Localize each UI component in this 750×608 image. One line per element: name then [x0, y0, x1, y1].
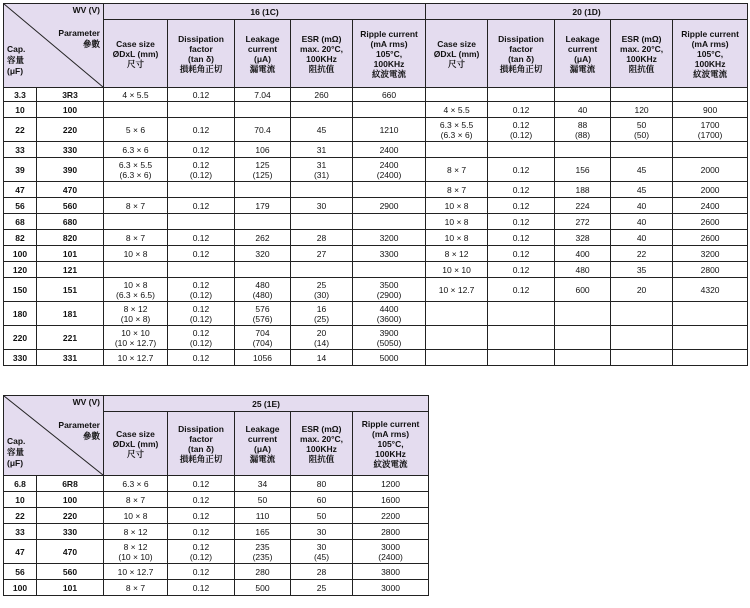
capacitance-cell: 220 — [4, 326, 37, 350]
table-cell: 0.12 — [488, 278, 555, 302]
capacitance-label: Cap. 容量 (μF) — [7, 44, 26, 76]
table-cell: 704 (704) — [235, 326, 291, 350]
table-cell — [353, 262, 426, 278]
table-cell — [611, 326, 673, 350]
table-cell: 179 — [235, 198, 291, 214]
table-cell: 3500 (2900) — [353, 278, 426, 302]
code-cell: 470 — [37, 540, 104, 564]
capacitance-cell: 33 — [4, 142, 37, 158]
table-cell: 30 — [291, 524, 353, 540]
table-cell — [673, 350, 748, 366]
table-cell: 4 × 5.5 — [104, 88, 168, 102]
capacitance-cell: 180 — [4, 302, 37, 326]
code-cell: 101 — [37, 580, 104, 596]
table-cell: 0.12 — [168, 524, 235, 540]
table-row — [4, 102, 748, 118]
col-case-size: Case size ØDxL (mm) 尺寸 — [104, 20, 168, 88]
table-cell — [235, 102, 291, 118]
table-cell — [673, 302, 748, 326]
table-cell — [611, 142, 673, 158]
code-cell: 220 — [37, 118, 104, 142]
capacitance-cell: 3.3 — [4, 88, 37, 102]
table-cell: 2400 (2400) — [353, 158, 426, 182]
table-cell: 1056 — [235, 350, 291, 366]
code-cell: 560 — [37, 564, 104, 580]
table-cell: 10 × 8 — [426, 198, 488, 214]
table-cell: 5000 — [353, 350, 426, 366]
table-row — [4, 302, 748, 326]
table-cell — [291, 102, 353, 118]
capacitance-cell: 47 — [4, 182, 37, 198]
code-cell: 181 — [37, 302, 104, 326]
table-cell — [235, 214, 291, 230]
table-cell — [168, 214, 235, 230]
code-cell: 151 — [37, 278, 104, 302]
table-cell: 40 — [611, 214, 673, 230]
table-row — [4, 350, 748, 366]
table-row — [4, 262, 748, 278]
table-cell — [353, 102, 426, 118]
table-cell — [168, 182, 235, 198]
capacitance-cell: 100 — [4, 580, 37, 596]
col-case-size: Case size ØDxL (mm) 尺寸 — [104, 412, 168, 476]
code-cell: 330 — [37, 524, 104, 540]
table-cell: 3000 (2400) — [353, 540, 429, 564]
table-cell: 10 × 8 — [426, 214, 488, 230]
table-row — [4, 198, 748, 214]
table-cell: 40 — [555, 102, 611, 118]
table-cell: 8 × 7 — [104, 492, 168, 508]
table-cell: 8 × 7 — [426, 182, 488, 198]
table-cell: 88 (88) — [555, 118, 611, 142]
table-cell: 0.12 — [488, 158, 555, 182]
code-cell: 560 — [37, 198, 104, 214]
table-cell: 120 — [611, 102, 673, 118]
table-cell: 40 — [611, 198, 673, 214]
table-cell: 2800 — [353, 524, 429, 540]
col-leakage-current: Leakage current (μA) 漏電流 — [555, 20, 611, 88]
table-cell: 0.12 — [488, 214, 555, 230]
spec-table-16v-20v — [3, 3, 748, 366]
table-cell: 34 — [235, 476, 291, 492]
table-cell: 110 — [235, 508, 291, 524]
table-cell — [673, 142, 748, 158]
table-cell: 31 (31) — [291, 158, 353, 182]
capacitance-cell: 10 — [4, 102, 37, 118]
table-cell: 6.3 × 5.5 (6.3 × 6) — [426, 118, 488, 142]
table-row — [4, 564, 429, 580]
table-cell: 3300 — [353, 246, 426, 262]
table-cell: 1210 — [353, 118, 426, 142]
table-cell: 165 — [235, 524, 291, 540]
code-cell: 100 — [37, 102, 104, 118]
code-cell: 100 — [37, 492, 104, 508]
table-row — [4, 508, 429, 524]
table-cell: 8 × 12 (10 × 8) — [104, 302, 168, 326]
table-cell — [488, 326, 555, 350]
code-cell: 121 — [37, 262, 104, 278]
table-cell — [353, 182, 426, 198]
table-row — [4, 524, 429, 540]
table-cell: 0.12 (0.12) — [168, 326, 235, 350]
table-cell: 0.12 (0.12) — [488, 118, 555, 142]
table-cell: 0.12 (0.12) — [168, 540, 235, 564]
table-cell: 0.12 — [488, 246, 555, 262]
table-cell: 10 × 12.7 — [426, 278, 488, 302]
table-row — [4, 88, 748, 102]
table-cell: 16 (25) — [291, 302, 353, 326]
table-cell — [673, 88, 748, 102]
table-cell: 2800 — [673, 262, 748, 278]
table-cell: 0.12 — [168, 564, 235, 580]
table-cell: 2900 — [353, 198, 426, 214]
parameter-label: Parameter 參數 — [58, 28, 100, 49]
capacitance-cell: 150 — [4, 278, 37, 302]
header-corner — [4, 396, 104, 476]
table-cell: 500 — [235, 580, 291, 596]
table-row — [4, 214, 748, 230]
table-cell: 10 × 8 (6.3 × 6.5) — [104, 278, 168, 302]
table-cell — [555, 142, 611, 158]
table-cell — [488, 350, 555, 366]
table-row — [4, 182, 748, 198]
table-cell: 10 × 10 — [426, 262, 488, 278]
table-cell: 40 — [611, 230, 673, 246]
col-dissipation-factor: Dissipation factor (tan δ) 損耗角正切 — [168, 20, 235, 88]
table-cell — [104, 262, 168, 278]
table-cell — [555, 302, 611, 326]
table-cell — [291, 262, 353, 278]
table-cell: 0.12 — [168, 350, 235, 366]
table-cell — [611, 302, 673, 326]
table-cell — [673, 326, 748, 350]
wv-label: WV (V) — [72, 397, 100, 407]
table-cell: 480 (480) — [235, 278, 291, 302]
table-cell: 10 × 12.7 — [104, 564, 168, 580]
table-cell: 50 (50) — [611, 118, 673, 142]
table-cell: 50 — [291, 508, 353, 524]
table-cell — [168, 102, 235, 118]
table-cell: 6.3 × 5.5 (6.3 × 6) — [104, 158, 168, 182]
table-cell: 5 × 6 — [104, 118, 168, 142]
table-row — [4, 540, 429, 564]
table-cell: 400 — [555, 246, 611, 262]
capacitance-cell: 39 — [4, 158, 37, 182]
table-cell: 8 × 12 (10 × 10) — [104, 540, 168, 564]
table-cell: 1700 (1700) — [673, 118, 748, 142]
table-cell — [426, 326, 488, 350]
table-cell: 10 × 8 — [426, 230, 488, 246]
table-cell: 14 — [291, 350, 353, 366]
code-cell: 6R8 — [37, 476, 104, 492]
wv-label: WV (V) — [72, 5, 100, 15]
table-cell: 28 — [291, 564, 353, 580]
table-cell: 2000 — [673, 182, 748, 198]
table-cell: 188 — [555, 182, 611, 198]
table-cell: 2600 — [673, 230, 748, 246]
table-cell — [555, 326, 611, 350]
table-cell: 280 — [235, 564, 291, 580]
table-cell — [488, 142, 555, 158]
table-row — [4, 118, 748, 142]
table-cell: 272 — [555, 214, 611, 230]
table-cell: 0.12 — [168, 198, 235, 214]
table-cell — [291, 214, 353, 230]
table-cell: 660 — [353, 88, 426, 102]
table-cell: 0.12 (0.12) — [168, 158, 235, 182]
code-cell: 331 — [37, 350, 104, 366]
table-cell: 2200 — [353, 508, 429, 524]
table-cell: 576 (576) — [235, 302, 291, 326]
table-row — [4, 158, 748, 182]
table-cell — [488, 88, 555, 102]
table-cell: 0.12 — [488, 198, 555, 214]
header-corner — [4, 4, 104, 88]
table-cell: 320 — [235, 246, 291, 262]
capacitance-cell: 56 — [4, 198, 37, 214]
code-cell: 330 — [37, 142, 104, 158]
table-cell: 260 — [291, 88, 353, 102]
table-cell — [235, 262, 291, 278]
table-cell: 0.12 — [488, 102, 555, 118]
capacitance-cell: 56 — [4, 564, 37, 580]
table-cell: 0.12 — [168, 230, 235, 246]
table-cell: 45 — [611, 158, 673, 182]
table-cell: 2400 — [673, 198, 748, 214]
table-cell — [291, 182, 353, 198]
code-cell: 220 — [37, 508, 104, 524]
table-row — [4, 278, 748, 302]
table-cell: 22 — [611, 246, 673, 262]
table-cell: 0.12 (0.12) — [168, 278, 235, 302]
table-row — [4, 476, 429, 492]
table-cell: 0.12 — [168, 88, 235, 102]
table-cell: 25 — [291, 580, 353, 596]
table-cell: 3200 — [673, 246, 748, 262]
table-row — [4, 326, 748, 350]
table-cell: 156 — [555, 158, 611, 182]
table-cell: 80 — [291, 476, 353, 492]
table-cell — [426, 88, 488, 102]
capacitance-cell: 47 — [4, 540, 37, 564]
col-esr: ESR (mΩ) max. 20°C, 100KHz 阻抗值 — [611, 20, 673, 88]
table-cell: 10 × 10 (10 × 12.7) — [104, 326, 168, 350]
capacitance-cell: 68 — [4, 214, 37, 230]
table-cell: 20 — [611, 278, 673, 302]
table-cell: 7.04 — [235, 88, 291, 102]
table-cell: 20 (14) — [291, 326, 353, 350]
table-cell: 8 × 7 — [426, 158, 488, 182]
table-cell — [353, 214, 426, 230]
table-cell: 0.12 — [168, 580, 235, 596]
table-cell: 8 × 7 — [104, 580, 168, 596]
table-row — [4, 492, 429, 508]
table-cell: 50 — [235, 492, 291, 508]
table-cell — [426, 302, 488, 326]
table-cell: 0.12 — [168, 142, 235, 158]
table-cell: 125 (125) — [235, 158, 291, 182]
capacitance-cell: 100 — [4, 246, 37, 262]
table-cell: 3200 — [353, 230, 426, 246]
table-cell: 328 — [555, 230, 611, 246]
table-cell: 45 — [611, 182, 673, 198]
group-header-20v: 20 (1D) — [426, 4, 748, 20]
table-row — [4, 142, 748, 158]
table-cell: 2000 — [673, 158, 748, 182]
table-cell: 45 — [291, 118, 353, 142]
capacitance-cell: 10 — [4, 492, 37, 508]
table-cell: 60 — [291, 492, 353, 508]
table-cell: 8 × 7 — [104, 230, 168, 246]
table-cell: 2600 — [673, 214, 748, 230]
group-header-25v: 25 (1E) — [104, 396, 429, 412]
table-cell — [611, 88, 673, 102]
table-cell: 0.12 — [488, 182, 555, 198]
table-cell: 900 — [673, 102, 748, 118]
table-cell: 6.3 × 6 — [104, 476, 168, 492]
table-row — [4, 246, 748, 262]
code-cell: 820 — [37, 230, 104, 246]
table-cell: 1600 — [353, 492, 429, 508]
col-esr: ESR (mΩ) max. 20°C, 100KHz 阻抗值 — [291, 20, 353, 88]
spec-table-25v — [3, 395, 429, 596]
col-esr: ESR (mΩ) max. 20°C, 100KHz 阻抗值 — [291, 412, 353, 476]
table-cell: 8 × 12 — [104, 524, 168, 540]
table-cell: 30 — [291, 198, 353, 214]
col-leakage-current: Leakage current (μA) 漏電流 — [235, 20, 291, 88]
code-cell: 101 — [37, 246, 104, 262]
table-cell — [168, 262, 235, 278]
table-cell: 4 × 5.5 — [426, 102, 488, 118]
table-cell: 10 × 8 — [104, 508, 168, 524]
table-cell: 70.4 — [235, 118, 291, 142]
table-cell — [104, 214, 168, 230]
table-cell: 25 (30) — [291, 278, 353, 302]
table-cell: 8 × 7 — [104, 198, 168, 214]
capacitance-cell: 33 — [4, 524, 37, 540]
capacitance-cell: 22 — [4, 508, 37, 524]
table-cell: 0.12 — [168, 476, 235, 492]
table-cell: 4320 — [673, 278, 748, 302]
table-cell — [426, 350, 488, 366]
table-cell: 224 — [555, 198, 611, 214]
table-cell — [488, 302, 555, 326]
table-cell: 31 — [291, 142, 353, 158]
table-cell: 262 — [235, 230, 291, 246]
table-cell: 8 × 12 — [426, 246, 488, 262]
parameter-label: Parameter 參數 — [58, 420, 100, 441]
table-cell: 1200 — [353, 476, 429, 492]
table-cell: 35 — [611, 262, 673, 278]
table-cell: 3800 — [353, 564, 429, 580]
group-header-16v: 16 (1C) — [104, 4, 426, 20]
col-dissipation-factor: Dissipation factor (tan δ) 損耗角正切 — [168, 412, 235, 476]
table-cell: 106 — [235, 142, 291, 158]
table-cell: 0.12 — [168, 118, 235, 142]
table-cell: 4400 (3600) — [353, 302, 426, 326]
table-cell: 30 (45) — [291, 540, 353, 564]
col-leakage-current: Leakage current (μA) 漏電流 — [235, 412, 291, 476]
capacitance-label: Cap. 容量 (μF) — [7, 436, 26, 468]
table-cell — [104, 102, 168, 118]
table-cell: 10 × 12.7 — [104, 350, 168, 366]
table-cell — [611, 350, 673, 366]
table-cell: 0.12 — [488, 230, 555, 246]
table-row — [4, 580, 429, 596]
code-cell: 390 — [37, 158, 104, 182]
col-case-size: Case size ØDxL (mm) 尺寸 — [426, 20, 488, 88]
capacitance-cell: 330 — [4, 350, 37, 366]
col-ripple-current: Ripple current (mA rms) 105°C, 100KHz 紋波電流 — [353, 412, 429, 476]
capacitance-cell: 120 — [4, 262, 37, 278]
table-cell: 6.3 × 6 — [104, 142, 168, 158]
table-cell: 10 × 8 — [104, 246, 168, 262]
code-cell: 470 — [37, 182, 104, 198]
table-cell: 0.12 — [168, 492, 235, 508]
table-cell: 3900 (5050) — [353, 326, 426, 350]
capacitance-cell: 6.8 — [4, 476, 37, 492]
code-cell: 3R3 — [37, 88, 104, 102]
col-dissipation-factor: Dissipation factor (tan δ) 損耗角正切 — [488, 20, 555, 88]
table-cell: 0.12 — [168, 508, 235, 524]
table-cell: 0.12 — [168, 246, 235, 262]
table-cell — [426, 142, 488, 158]
table-cell: 0.12 (0.12) — [168, 302, 235, 326]
table-cell: 27 — [291, 246, 353, 262]
table-cell: 480 — [555, 262, 611, 278]
table-cell: 0.12 — [488, 262, 555, 278]
table-cell: 600 — [555, 278, 611, 302]
code-cell: 680 — [37, 214, 104, 230]
table-cell — [555, 88, 611, 102]
table-cell: 2400 — [353, 142, 426, 158]
table-cell: 3000 — [353, 580, 429, 596]
table-cell: 28 — [291, 230, 353, 246]
table-row — [4, 230, 748, 246]
table-cell — [555, 350, 611, 366]
code-cell: 221 — [37, 326, 104, 350]
capacitance-cell: 22 — [4, 118, 37, 142]
table-cell — [104, 182, 168, 198]
table-cell: 235 (235) — [235, 540, 291, 564]
table-cell — [235, 182, 291, 198]
col-ripple-current: Ripple current (mA rms) 105°C, 100KHz 紋波電流 — [673, 20, 748, 88]
col-ripple-current: Ripple current (mA rms) 105°C, 100KHz 紋波電流 — [353, 20, 426, 88]
capacitance-cell: 82 — [4, 230, 37, 246]
